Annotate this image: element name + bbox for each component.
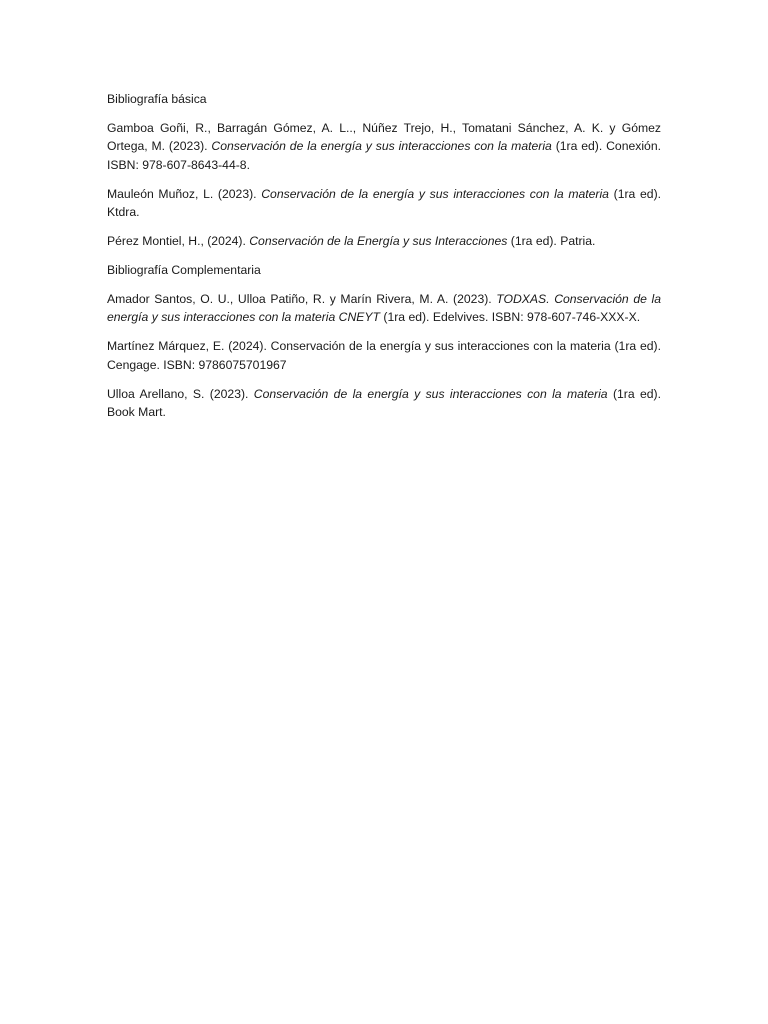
- entry-publication: (1ra ed). Ktdra.: [107, 186, 662, 219]
- entry-authors-date: Amador Santos, O. U., Ulloa Patiño, R. y Marín Rivera, M. A. (2023).: [107, 291, 497, 306]
- entry-publication: (1ra ed). Book Mart.: [107, 386, 661, 419]
- entry-title: Conservación de la Energía y sus Interacciones: [249, 234, 508, 248]
- entry-authors-date: Gamboa Goñi, R., Barragán Gómez, A. L.., Núñez Trejo, H., Tomatani Sánchez, A. K. y Gómez Ortega, M. (2023).: [107, 120, 661, 153]
- entry-title: Conservación de la energía y sus interacciones con la materia: [261, 186, 609, 201]
- entry-publication: (1ra ed). Patria.: [507, 234, 596, 248]
- document-page: [107, 90, 661, 432]
- entry-title: Conservación de la energía y sus interacciones con la materia: [211, 139, 552, 153]
- bibliography-entry: [107, 119, 661, 175]
- entry-title: TODXAS. Conservación de la energía y sus interacciones con la materia CNEYT: [107, 291, 662, 324]
- section-heading-complementary: Bibliografía Complementaria: [107, 263, 261, 277]
- bibliography-entry: [107, 232, 661, 251]
- bibliography-entry: [107, 337, 661, 374]
- entry-publication: (1ra ed). Conexión. ISBN: 978-607-8643-44-8.: [107, 139, 661, 172]
- bibliography-entry: [107, 290, 661, 327]
- bibliography-entry: [107, 385, 661, 422]
- entry-authors-date: Ulloa Arellano, S. (2023).: [107, 386, 254, 401]
- section-heading-basic: Bibliografía básica: [107, 92, 207, 106]
- bibliography-entry: [107, 185, 661, 222]
- entry-title: Conservación de la energía y sus interacciones con la materia: [253, 386, 608, 401]
- entry-authors-date: Pérez Montiel, H., (2024).: [107, 234, 250, 248]
- entry-publication: (1ra ed). Edelvives. ISBN: 978-607-746-XXX-X.: [380, 310, 641, 324]
- entry-authors-date: Mauleón Muñoz, L. (2023).: [107, 186, 262, 201]
- entry-full-text: Martínez Márquez, E. (2024). Conservación de la energía y sus interacciones con la materia (1ra ed). Cengage. ISBN: 9786075701967: [107, 339, 661, 372]
